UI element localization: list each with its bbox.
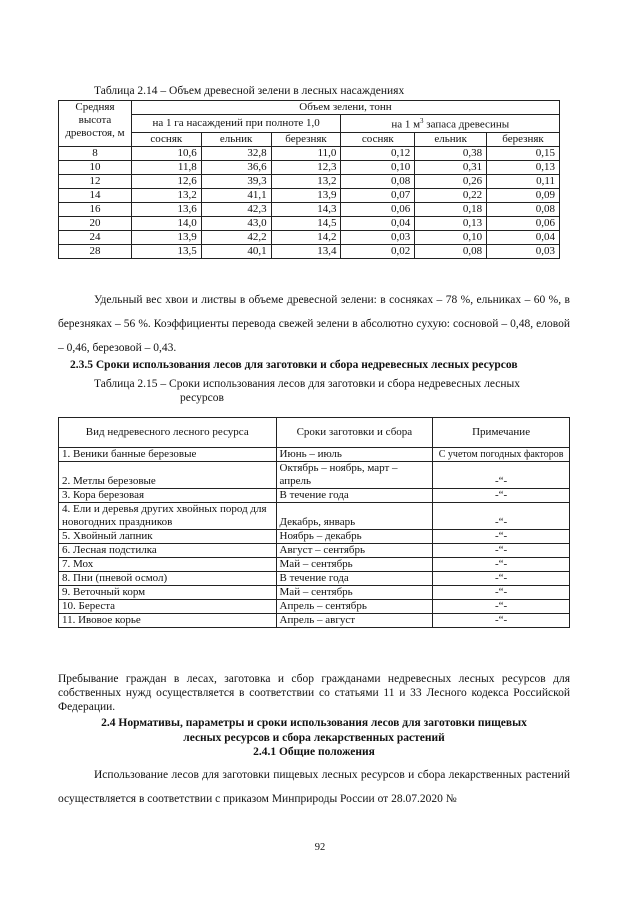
table2-note-cell: -“- xyxy=(433,614,570,628)
table-row xyxy=(59,614,570,628)
table1-height-cell: 14 xyxy=(59,188,132,202)
table2-kind-cell: 7. Мох xyxy=(59,558,277,572)
table1-value-cell: 0,10 xyxy=(415,230,487,244)
table1-header-per-m3: на 1 $м^3$ запаса древесины xyxy=(341,115,560,133)
table-row xyxy=(59,230,560,244)
table1-height-cell: 16 xyxy=(59,202,132,216)
table1-value-cell: 13,2 xyxy=(271,174,341,188)
table2-terms-cell: Август – сентябрь xyxy=(276,544,433,558)
table1-value-cell: 40,1 xyxy=(201,244,271,258)
table-row xyxy=(59,558,570,572)
table1-value-cell: 0,18 xyxy=(415,202,487,216)
table1-value-cell: 0,31 xyxy=(415,160,487,174)
table1-value-cell: 0,02 xyxy=(341,244,415,258)
table1-value-cell: 0,06 xyxy=(341,202,415,216)
table-row xyxy=(59,202,560,216)
table1-value-cell: 0,09 xyxy=(487,188,560,202)
table1-height-cell: 28 xyxy=(59,244,132,258)
table1-value-cell: 10,6 xyxy=(131,146,201,160)
table1-value-cell: 0,12 xyxy=(341,146,415,160)
paragraph-specific-weight: Удельный вес хвои и листвы в объеме древесной зелени: в сосняках – 78 %, ельниках – 60 %, в березняках – 56 %. Коэффициенты перевода свежей зелени в абсолютно сухую: сосновой – 0,48, еловой – 0,46, березовой – 0,43. xyxy=(58,294,570,354)
section-heading-2-4: 2.4 Нормативы, параметры и сроки использования лесов для заготовки пищевых лесных ресурсов и сбора лекарственных растений xyxy=(101,717,527,744)
table1 xyxy=(58,100,560,259)
table1-header-volume: Объем зелени, тонн xyxy=(131,101,559,115)
table2-kind-cell: 2. Метлы березовые xyxy=(59,462,277,489)
table2-note-cell: С учетом погодных факторов xyxy=(433,448,570,462)
table1-species-header: сосняк xyxy=(131,132,201,146)
table-row xyxy=(59,600,570,614)
table-row xyxy=(59,530,570,544)
table2-note-cell: -“- xyxy=(433,503,570,530)
table-row xyxy=(59,448,570,462)
table1-height-cell: 20 xyxy=(59,216,132,230)
table2-terms-cell: В течение года xyxy=(276,489,433,503)
table-row xyxy=(59,188,560,202)
table1-value-cell: 0,10 xyxy=(341,160,415,174)
table2-kind-cell: 9. Веточный корм xyxy=(59,586,277,600)
table1-value-cell: 0,07 xyxy=(341,188,415,202)
table1-value-cell: 0,03 xyxy=(341,230,415,244)
table1-value-cell: 0,13 xyxy=(415,216,487,230)
table1-value-cell: 0,22 xyxy=(415,188,487,202)
table-row xyxy=(59,174,560,188)
table1-value-cell: 0,08 xyxy=(487,202,560,216)
table2 xyxy=(58,417,570,628)
table1-value-cell: 0,03 xyxy=(487,244,560,258)
table2-terms-cell: Апрель – сентябрь xyxy=(276,600,433,614)
table1-value-cell: 13,2 xyxy=(131,188,201,202)
table1-height-cell: 10 xyxy=(59,160,132,174)
table2-terms-cell: Декабрь, январь xyxy=(276,503,433,530)
table2-kind-cell: 10. Береста xyxy=(59,600,277,614)
table-row xyxy=(59,503,570,530)
table1-value-cell: 0,06 xyxy=(487,216,560,230)
table1-value-cell: 41,1 xyxy=(201,188,271,202)
table1-height-cell: 24 xyxy=(59,230,132,244)
table1-value-cell: 12,3 xyxy=(271,160,341,174)
table1-header-per-ha: на 1 га насаждений при полноте 1,0 xyxy=(131,115,341,133)
table2-terms-cell: Ноябрь – декабрь xyxy=(276,530,433,544)
table2-kind-cell: 11. Ивовое корье xyxy=(59,614,277,628)
table2-note-cell: -“- xyxy=(433,586,570,600)
table2-kind-cell: 6. Лесная подстилка xyxy=(59,544,277,558)
table1-value-cell: 0,26 xyxy=(415,174,487,188)
table1-value-cell: 39,3 xyxy=(201,174,271,188)
table2-terms-cell: Май – сентябрь xyxy=(276,586,433,600)
table1-value-cell: 42,3 xyxy=(201,202,271,216)
table-row xyxy=(59,544,570,558)
table1-value-cell: 14,5 xyxy=(271,216,341,230)
table1-height-cell: 12 xyxy=(59,174,132,188)
paragraph-food-resources: Использование лесов для заготовки пищевых лесных ресурсов и сбора лекарственных растений осуществляется в соответствии с приказом Минприроды России от 28.07.2020 № xyxy=(58,769,570,805)
table-row xyxy=(59,572,570,586)
table1-caption: Таблица 2.14 – Объем древесной зелени в лесных насаждениях xyxy=(94,85,405,97)
table1-value-cell: 0,11 xyxy=(487,174,560,188)
table2-header-kind: Вид недревесного лесного ресурса xyxy=(59,418,277,448)
table1-value-cell: 13,5 xyxy=(131,244,201,258)
table2-note-cell: -“- xyxy=(433,572,570,586)
table1-value-cell: 32,8 xyxy=(201,146,271,160)
table-row xyxy=(59,146,560,160)
table1-species-header: ельник xyxy=(415,132,487,146)
table1-value-cell: 14,3 xyxy=(271,202,341,216)
section-heading-2-3-5: 2.3.5 Сроки использования лесов для заготовки и сбора недревесных лесных ресурсов xyxy=(70,359,518,371)
table2-note-cell: -“- xyxy=(433,600,570,614)
table1-value-cell: 43,0 xyxy=(201,216,271,230)
table1-value-cell: 11,0 xyxy=(271,146,341,160)
table-row xyxy=(59,160,560,174)
table2-caption: Таблица 2.15 – Сроки использования лесов для заготовки и сбора недревесных лесных ресурсов xyxy=(94,378,520,404)
table1-value-cell: 0,04 xyxy=(487,230,560,244)
table2-terms-cell: Май – сентябрь xyxy=(276,558,433,572)
table2-terms-cell: В течение года xyxy=(276,572,433,586)
table1-value-cell: 13,9 xyxy=(131,230,201,244)
table2-note-cell: -“- xyxy=(433,462,570,489)
table2-kind-cell: 1. Веники банные березовые xyxy=(59,448,277,462)
table1-species-header: сосняк xyxy=(341,132,415,146)
table1-value-cell: 0,15 xyxy=(487,146,560,160)
table1-value-cell: 14,2 xyxy=(271,230,341,244)
table-row xyxy=(59,586,570,600)
table2-note-cell: -“- xyxy=(433,530,570,544)
table2-kind-cell: 4. Ели и деревья других хвойных пород для новогодних праздников xyxy=(59,503,277,530)
table1-species-header: ельник xyxy=(201,132,271,146)
table1-value-cell: 13,4 xyxy=(271,244,341,258)
table2-header-note: Примечание xyxy=(433,418,570,448)
table1-value-cell: 0,08 xyxy=(415,244,487,258)
table1-value-cell: 0,04 xyxy=(341,216,415,230)
table1-value-cell: 36,6 xyxy=(201,160,271,174)
table1-value-cell: 11,8 xyxy=(131,160,201,174)
table2-note-cell: -“- xyxy=(433,544,570,558)
table2-kind-cell: 8. Пни (пневой осмол) xyxy=(59,572,277,586)
table1-value-cell: 0,08 xyxy=(341,174,415,188)
section-heading-2-4-1: 2.4.1 Общие положения xyxy=(253,746,375,758)
table-row xyxy=(59,462,570,489)
table1-value-cell: 0,38 xyxy=(415,146,487,160)
table2-note-cell: -“- xyxy=(433,489,570,503)
table2-note-cell: -“- xyxy=(433,558,570,572)
table2-kind-cell: 3. Кора березовая xyxy=(59,489,277,503)
table1-value-cell: 42,2 xyxy=(201,230,271,244)
table2-terms-cell: Октябрь – ноябрь, март – апрель xyxy=(276,462,433,489)
table1-header-height: Средняя высота древостоя, м xyxy=(59,101,132,147)
table2-terms-cell: Апрель – август xyxy=(276,614,433,628)
table-row xyxy=(59,244,560,258)
table2-terms-cell: Июнь – июль xyxy=(276,448,433,462)
table1-value-cell: 0,13 xyxy=(487,160,560,174)
table1-species-header: березняк xyxy=(271,132,341,146)
table2-kind-cell: 5. Хвойный лапник xyxy=(59,530,277,544)
table1-value-cell: 13,9 xyxy=(271,188,341,202)
table1-height-cell: 8 xyxy=(59,146,132,160)
table-row xyxy=(59,216,560,230)
table1-value-cell: 12,6 xyxy=(131,174,201,188)
table1-value-cell: 14,0 xyxy=(131,216,201,230)
table1-value-cell: 13,6 xyxy=(131,202,201,216)
table2-header-terms: Сроки заготовки и сбора xyxy=(276,418,433,448)
paragraph-stay-of-citizens: Пребывание граждан в лесах, заготовка и сбор гражданами недревесных лесных ресурсов для собственных нужд осуществляется в соответствии со статьями 11 и 33 Лесного кодекса Российской Федерации. xyxy=(58,673,570,713)
table1-species-header: березняк xyxy=(487,132,560,146)
table-row xyxy=(59,489,570,503)
page-number: 92 xyxy=(314,842,326,853)
